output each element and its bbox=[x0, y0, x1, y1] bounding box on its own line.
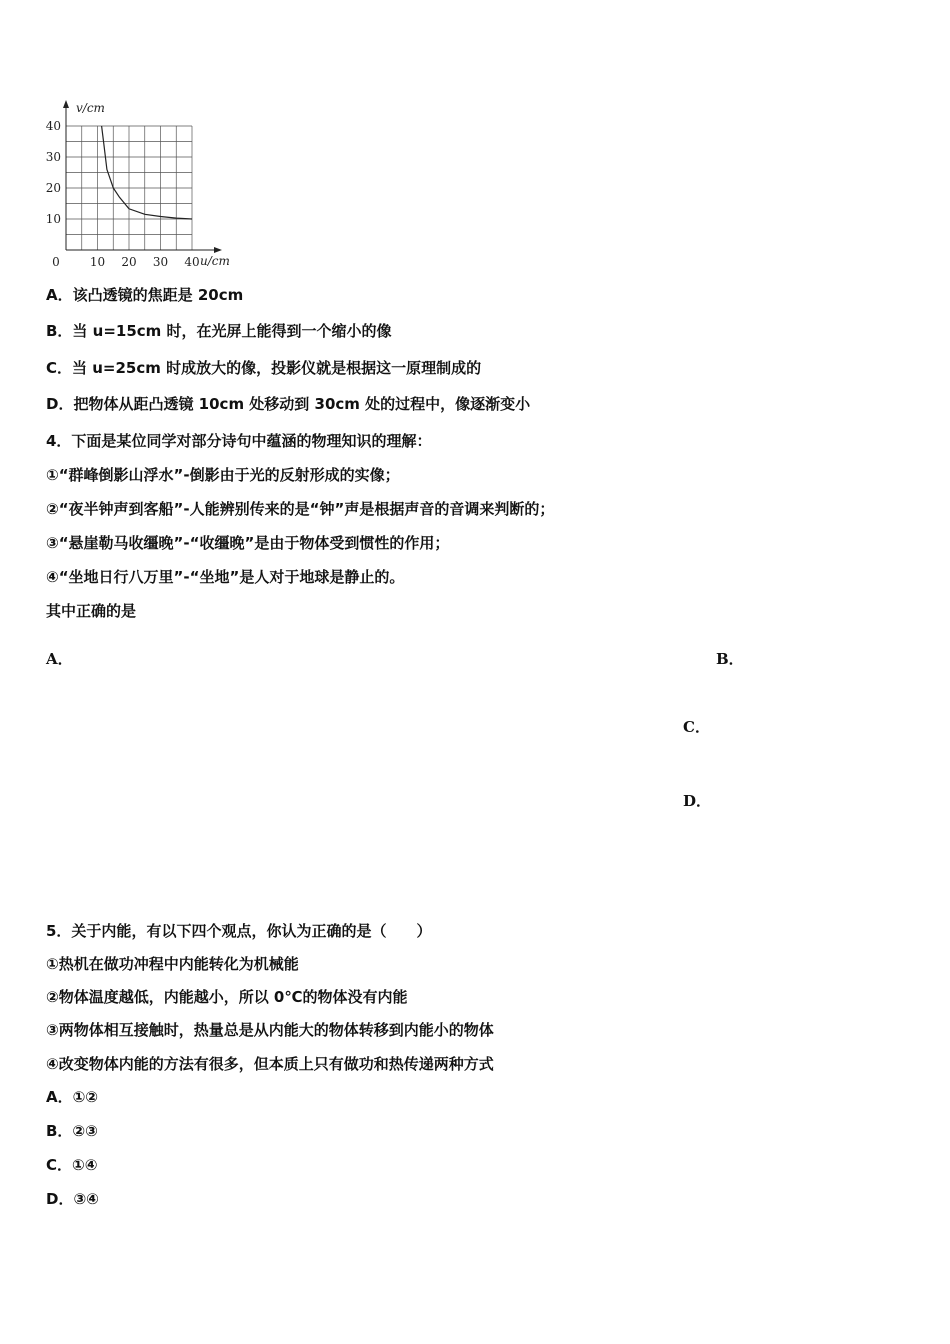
x-tick-label: 10 bbox=[89, 255, 106, 269]
y-tick-label: 10 bbox=[45, 212, 61, 226]
q5-option-c: C．①④ bbox=[46, 1156, 98, 1174]
x-tick-label: 40 bbox=[184, 255, 200, 269]
q5-option-b: B．②③ bbox=[46, 1122, 98, 1140]
x-axis-label: u/cm bbox=[200, 254, 230, 268]
q5-statement-3: ③两物体相互接触时，热量总是从内能大的物体转移到内能小的物体 bbox=[46, 1021, 494, 1039]
q3-option-c: C．当 u=25cm 时成放大的像，投影仪就是根据这一原理制成的 bbox=[46, 359, 482, 377]
x-tick-label: 30 bbox=[152, 255, 169, 269]
q5-statement-2: ②物体温度越低，内能越小，所以 0℃的物体没有内能 bbox=[46, 988, 408, 1006]
x-tick-label: 20 bbox=[121, 255, 137, 269]
q3-option-b: B．当 u=15cm 时，在光屏上能得到一个缩小的像 bbox=[46, 322, 392, 340]
q4-option-b: B． bbox=[716, 650, 744, 668]
q3-option-d: D．把物体从距凸透镜 10cm 处移动到 30cm 处的过程中，像逐渐变小 bbox=[46, 395, 531, 413]
q5-statement-1: ①热机在做功冲程中内能转化为机械能 bbox=[46, 955, 299, 973]
x-tick-label: 0 bbox=[52, 255, 60, 269]
q4-stem: 4．下面是某位同学对部分诗句中蕴涵的物理知识的理解： bbox=[46, 432, 432, 450]
y-axis-arrow bbox=[63, 100, 69, 108]
y-tick-label: 40 bbox=[45, 119, 61, 133]
q3-option-a: A．该凸透镜的焦距是 20cm bbox=[46, 286, 244, 304]
x-axis-arrow bbox=[214, 247, 222, 253]
y-axis-label: v/cm bbox=[76, 101, 105, 115]
q5-statement-4: ④改变物体内能的方法有很多，但本质上只有做功和热传递两种方式 bbox=[46, 1055, 494, 1073]
y-tick-label: 30 bbox=[45, 150, 61, 164]
q4-ask: 其中正确的是 bbox=[46, 602, 137, 620]
q4-option-a: A． bbox=[46, 650, 73, 668]
q5-option-d: D．③④ bbox=[46, 1190, 99, 1208]
q4-statement-2: ②“夜半钟声到客船”-人能辨别传来的是“钟”声是根据声音的音调来判断的； bbox=[46, 500, 555, 518]
q4-statement-3: ③“悬崖勒马收缰晚”-“收缰晚”是由于物体受到惯性的作用； bbox=[46, 534, 450, 552]
q4-statement-4: ④“坐地日行八万里”-“坐地”是人对于地球是静止的。 bbox=[46, 568, 405, 586]
v-u-graph bbox=[40, 96, 240, 271]
y-tick-label: 20 bbox=[45, 181, 61, 195]
q4-option-d: D． bbox=[683, 792, 712, 810]
graph-axes bbox=[63, 100, 222, 253]
q4-option-c: C． bbox=[683, 718, 710, 736]
q4-statement-1: ①“群峰倒影山浮水”-倒影由于光的反射形成的实像； bbox=[46, 466, 400, 484]
q5-stem: 5．关于内能，有以下四个观点，你认为正确的是（ ） bbox=[46, 922, 432, 940]
q5-option-a: A．①② bbox=[46, 1088, 99, 1106]
graph-grid bbox=[66, 126, 192, 250]
